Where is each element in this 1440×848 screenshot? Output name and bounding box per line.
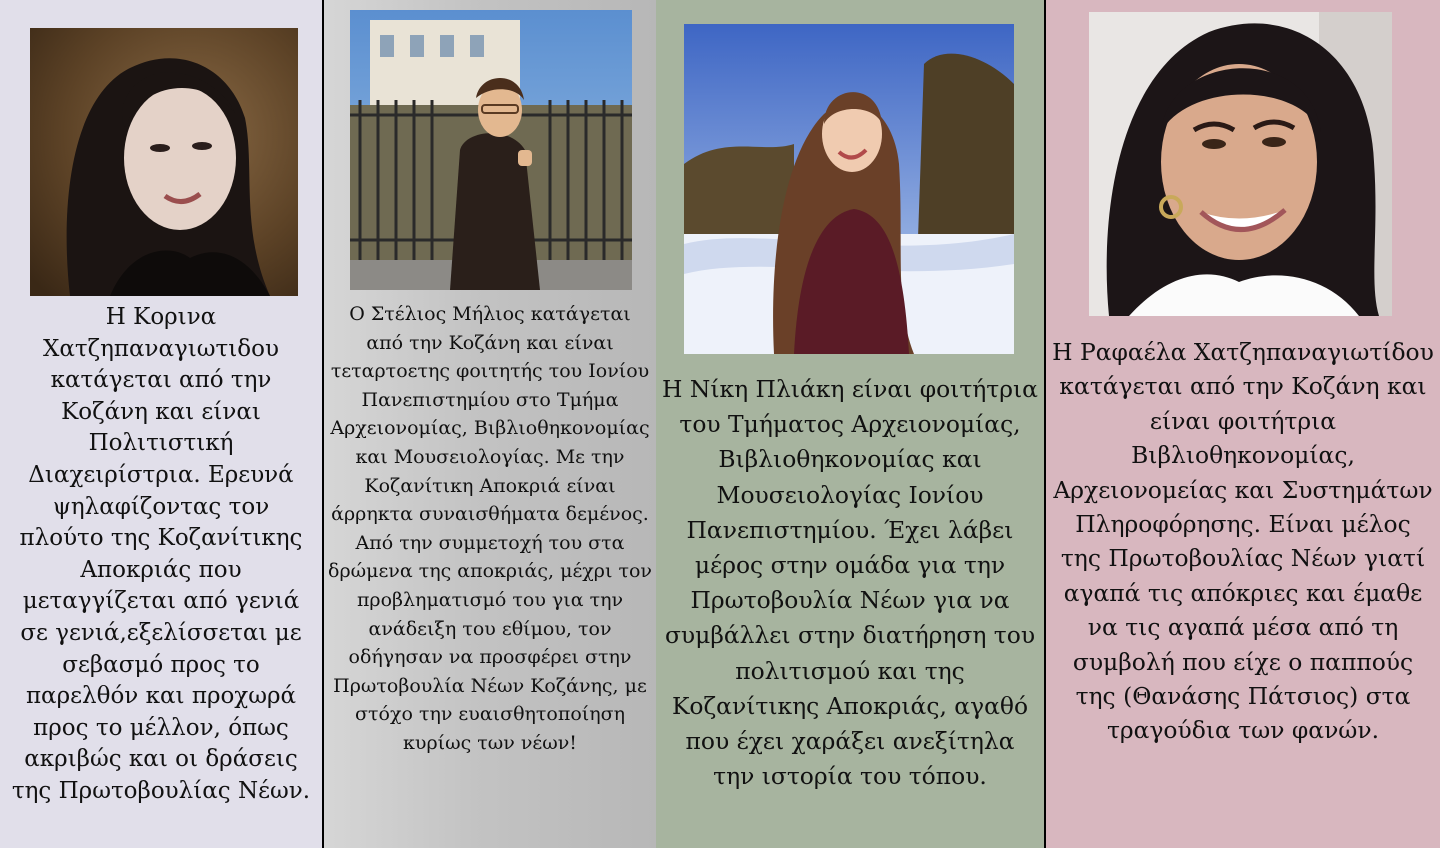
profile-photo <box>350 10 632 290</box>
profile-bio: Η Κορινα Χατζηπαναγιωτιδου κατάγεται από την Κοζάνη και είναι Πολιτιστική Διαχειρίστρια. Ερευνά ψηλαφίζοντας τον πλούτο της Κοζανίτικης Αποκριάς που μεταγγίζεται από γενιά σε γενιά,εξελίσσεται με σεβασμό προς το παρελθόν και προχωρά προς το μέλλον, όπως ακριβώς και οι δράσεις της Πρωτοβουλίας Νέων. <box>11 304 311 804</box>
profile-bio: Ο Στέλιος Μήλιος κατάγεται από την Κοζάνη και είναι τεταρτοετης φοιτητής του Ιονίου Πανεπιστημίου στο Τμήμα Αρχειονομίας, Βιβλιοθηκονομίας και Μουσειολογίας. Με την Κοζανίτικη Αποκριά είναι άρρηκτα συναισθήματα δεμένος. Από την συμμετοχή του στα δρώμενα της αποκριάς, μέχρι τον προβληματισμό του για την ανάδειξη του εθίμου, τον οδήγησαν να προσφέρει στην Πρωτοβουλία Νέων Κοζάνης, με στόχο την ευαισθητοποίηση κυρίως των νέων! <box>328 303 652 754</box>
profile-photo <box>684 24 1014 354</box>
profile-bio: Η Ραφαέλα Χατζηπαναγιωτίδου κατάγεται από την Κοζάνη και είναι φοιτήτρια Βιβλιοθηκονομίας, Αρχειονομείας και Συστημάτων Πληροφόρησης. Είναι μέλος της Πρωτοβουλίας Νέων γιατί αγαπά τις απόκριες και έμαθε να τις αγαπά μέσα από τη συμβολή που είχε ο παππούς της (Θανάσης Πάτσιος) στα τραγούδια των φανών. <box>1052 338 1434 745</box>
profile-card-rafaela <box>1046 0 1440 848</box>
profile-photo <box>30 28 298 296</box>
profile-card-niki <box>656 0 1044 848</box>
profile-card-stelios <box>324 0 656 848</box>
profile-photo <box>1089 12 1392 316</box>
profile-card-korina <box>0 0 322 848</box>
profile-bio: Η Νίκη Πλιάκη είναι φοιτήτρια του Τμήματος Αρχειονομίας, Βιβλιοθηκονομίας και Μουσειολογίας Ιονίου Πανεπιστημίου. Έχει λάβει μέρος στην ομάδα για την Πρωτοβουλία Νέων για να συμβάλλει στην διατήρηση του πολιτισμού και της Κοζανίτικης Αποκριάς, αγαθό που έχει χαράξει ανεξίτηλα την ιστορία του τόπου. <box>662 375 1038 791</box>
